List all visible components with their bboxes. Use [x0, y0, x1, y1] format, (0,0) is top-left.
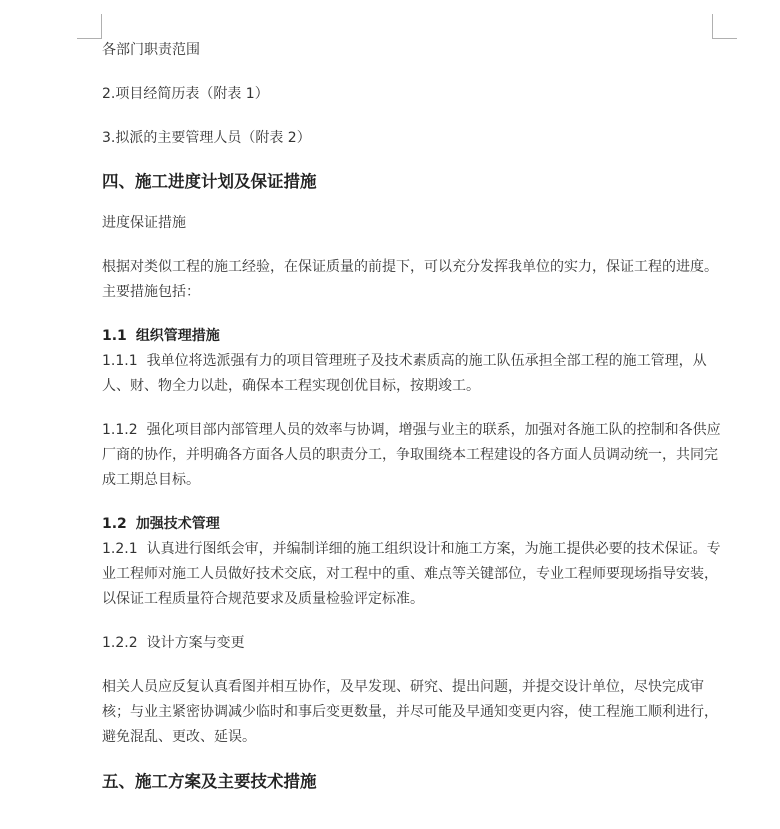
- paragraph-number: 1.2.1: [102, 541, 138, 557]
- body-paragraph: 相关人员应反复认真看图并相互协作，及早发现、研究、提出问题，并提交设计单位，尽快完成审核；与业主紧密协调减少临时和事后变更数量，并尽可能及早通知变更内容，使工程施工顺利进行，避免混乱、更改、延误。: [102, 679, 718, 745]
- section-heading-1-1: [102, 324, 722, 349]
- paragraph-text: 强化项目部内部管理人员的效率与协调，增强与业主的联系，加强对各施工队的控制和各供应厂商的协作，并明确各方面各人员的职责分工，争取围绕本工程建设的各方面人员调动统一，共同完成工期总目标。: [102, 422, 721, 488]
- paragraph-number: 1.1.1: [102, 353, 138, 369]
- paragraph-number: 1.1.2: [102, 422, 138, 438]
- body-line: 2.项目经简历表（附表 1）: [102, 86, 269, 102]
- body-paragraph: [102, 537, 722, 612]
- section-heading-1-2: [102, 512, 722, 537]
- section-number: 1.2: [102, 516, 127, 532]
- section-heading-5: 五、施工方案及主要技术措施: [102, 772, 317, 791]
- section-title: 设计方案与变更: [146, 635, 245, 651]
- section-number: 1.1: [102, 328, 127, 344]
- section-title: 组织管理措施: [135, 328, 220, 344]
- body-paragraph: [102, 349, 722, 399]
- body-paragraph: 根据对类似工程的施工经验，在保证质量的前提下，可以充分发挥我单位的实力，保证工程的进度。主要措施包括：: [102, 259, 718, 300]
- subsection-line-1-2-2: [102, 631, 722, 656]
- paragraph-text: 认真进行图纸会审，并编制详细的施工组织设计和施工方案，为施工提供必要的技术保证。专业工程师对施工人员做好技术交底，对工程中的重、难点等关键部位，专业工程师要现场指导安装，以保证工程质量符合规范要求及质量检验评定标准。: [102, 541, 721, 607]
- section-number: 1.2.2: [102, 635, 138, 651]
- body-paragraph: [102, 418, 722, 493]
- paragraph-text: 我单位将选派强有力的项目管理班子及技术素质高的施工队伍承担全部工程的施工管理，从人、财、物全力以赴，确保本工程实现创优目标，按期竣工。: [102, 353, 707, 394]
- page-corner-mark-right: [712, 14, 737, 39]
- page-corner-mark-left: [77, 14, 102, 39]
- body-line: 3.拟派的主要管理人员（附表 2）: [102, 130, 311, 146]
- section-heading-4: 四、施工进度计划及保证措施: [102, 172, 317, 191]
- body-line: 各部门职责范围: [102, 42, 200, 58]
- section-title: 加强技术管理: [135, 516, 220, 532]
- document-page: [102, 38, 722, 794]
- subheading-line: 进度保证措施: [102, 215, 186, 231]
